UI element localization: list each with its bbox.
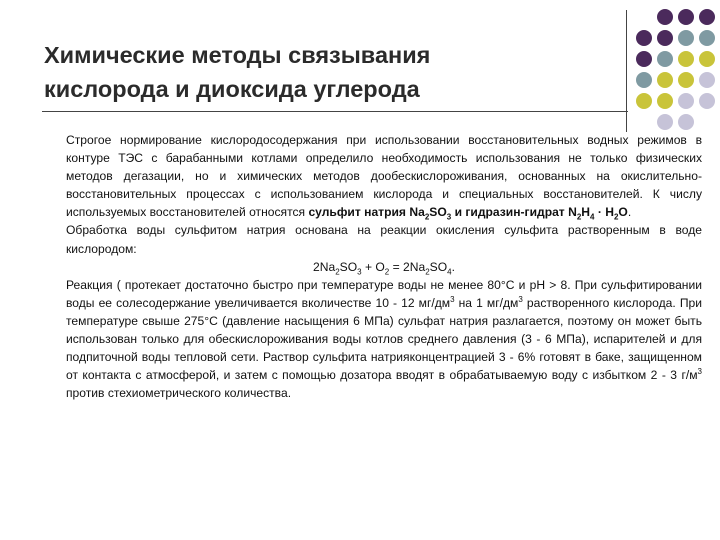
decorative-dot <box>657 93 673 109</box>
decorative-dot <box>636 72 652 88</box>
decorative-dot <box>636 51 652 67</box>
decorative-dot <box>636 114 652 130</box>
slide-title-line-2: кислорода и диоксида углерода <box>44 76 420 102</box>
decorative-dot <box>657 51 673 67</box>
decorative-dot <box>678 72 694 88</box>
decorative-dot <box>657 114 673 130</box>
decorative-dot <box>678 114 694 130</box>
decorative-dot <box>699 114 715 130</box>
title-underline <box>42 111 628 112</box>
decorative-dot <box>678 93 694 109</box>
decorative-dot-grid <box>636 9 715 130</box>
paragraph-sulfite-treatment: Обработка воды сульфитом натрия основана на реакции окисления сульфита растворенным в воде кислородом: <box>66 223 702 256</box>
slide-body <box>66 131 702 402</box>
decorative-dot <box>678 30 694 46</box>
decorative-dot <box>657 30 673 46</box>
decorative-dot <box>636 30 652 46</box>
decorative-dot <box>699 30 715 46</box>
paragraph-reducing-agents: Строгое нормирование кислородосодержания при использовании восстановительных водных режимов в контуре ТЭС с барабанными котлами определило необходимость использования не только физических методов дегазации, но и химических методов дообескислороживания, основанных на окислительно-восстановительных процессах с использованием кислорода и специальных восстановителей. К числу используемых восстановителей относятся сульфит натрия $Na_2SO_3$ и гидразин-гидрат $N_2H_4 \cdot H_2O$. <box>66 133 702 222</box>
decorative-dot <box>699 93 715 109</box>
decorative-dot <box>657 9 673 25</box>
slide-title <box>44 38 604 106</box>
slide-title-line-1: Химические методы связывания <box>44 42 431 68</box>
decorative-dot <box>636 9 652 25</box>
decorative-dot <box>699 72 715 88</box>
decorative-dot <box>636 93 652 109</box>
reaction-equation: $2Na_2SO_3 + O_2 = 2Na_2SO_4$. <box>313 259 455 277</box>
decorative-dot <box>657 72 673 88</box>
decorative-dot <box>699 51 715 67</box>
reagents-bold: сульфит натрия $Na_2SO_3$ и гидразин-гидрат $N_2H_4 \cdot H_2O$ <box>308 205 628 222</box>
paragraph-text: Строгое нормирование кислородосодержания при использовании восстановительных водных режимов в контуре ТЭС с барабанными котлами определило необходимость использования не только физических методов дегазации, но и химических методов дообескислороживания, основанных на окислительно-восстановительных процессах с использованием кислорода и специальных восстановителей. К числу используемых восстановителей относятся <box>66 133 702 220</box>
decorative-dot <box>699 9 715 25</box>
vertical-divider <box>626 10 627 132</box>
decorative-dot <box>678 51 694 67</box>
decorative-dot <box>678 9 694 25</box>
paragraph-reaction-conditions: Реакция ( протекает достаточно быстро при температуре воды не менее 80°С и рН > 8. При сульфитировании воды ее солесодержание увеличивается вколичестве 10 - 12 $мг/дм^3$ на 1 $мг/дм^3$ растворенного кислорода. При температуре свыше 275°С (давление насыщения 6 МПа) сульфат натрия разлагается, поэтому он может быть использован только для обескислороживания воды котлов среднего давления (3 - 6 МПа), испарителей и для подпиточной воды тепловой сети. Раствор сульфита натрияконцентрацией 3 - 6% готовят в баке, защищенном от контакта с атмосферой, и затем с помощью дозатора вводят в обрабатываемую воду с избытком 2 - 3 $г/м^3$ против стехиометрического количества. <box>66 277 703 401</box>
